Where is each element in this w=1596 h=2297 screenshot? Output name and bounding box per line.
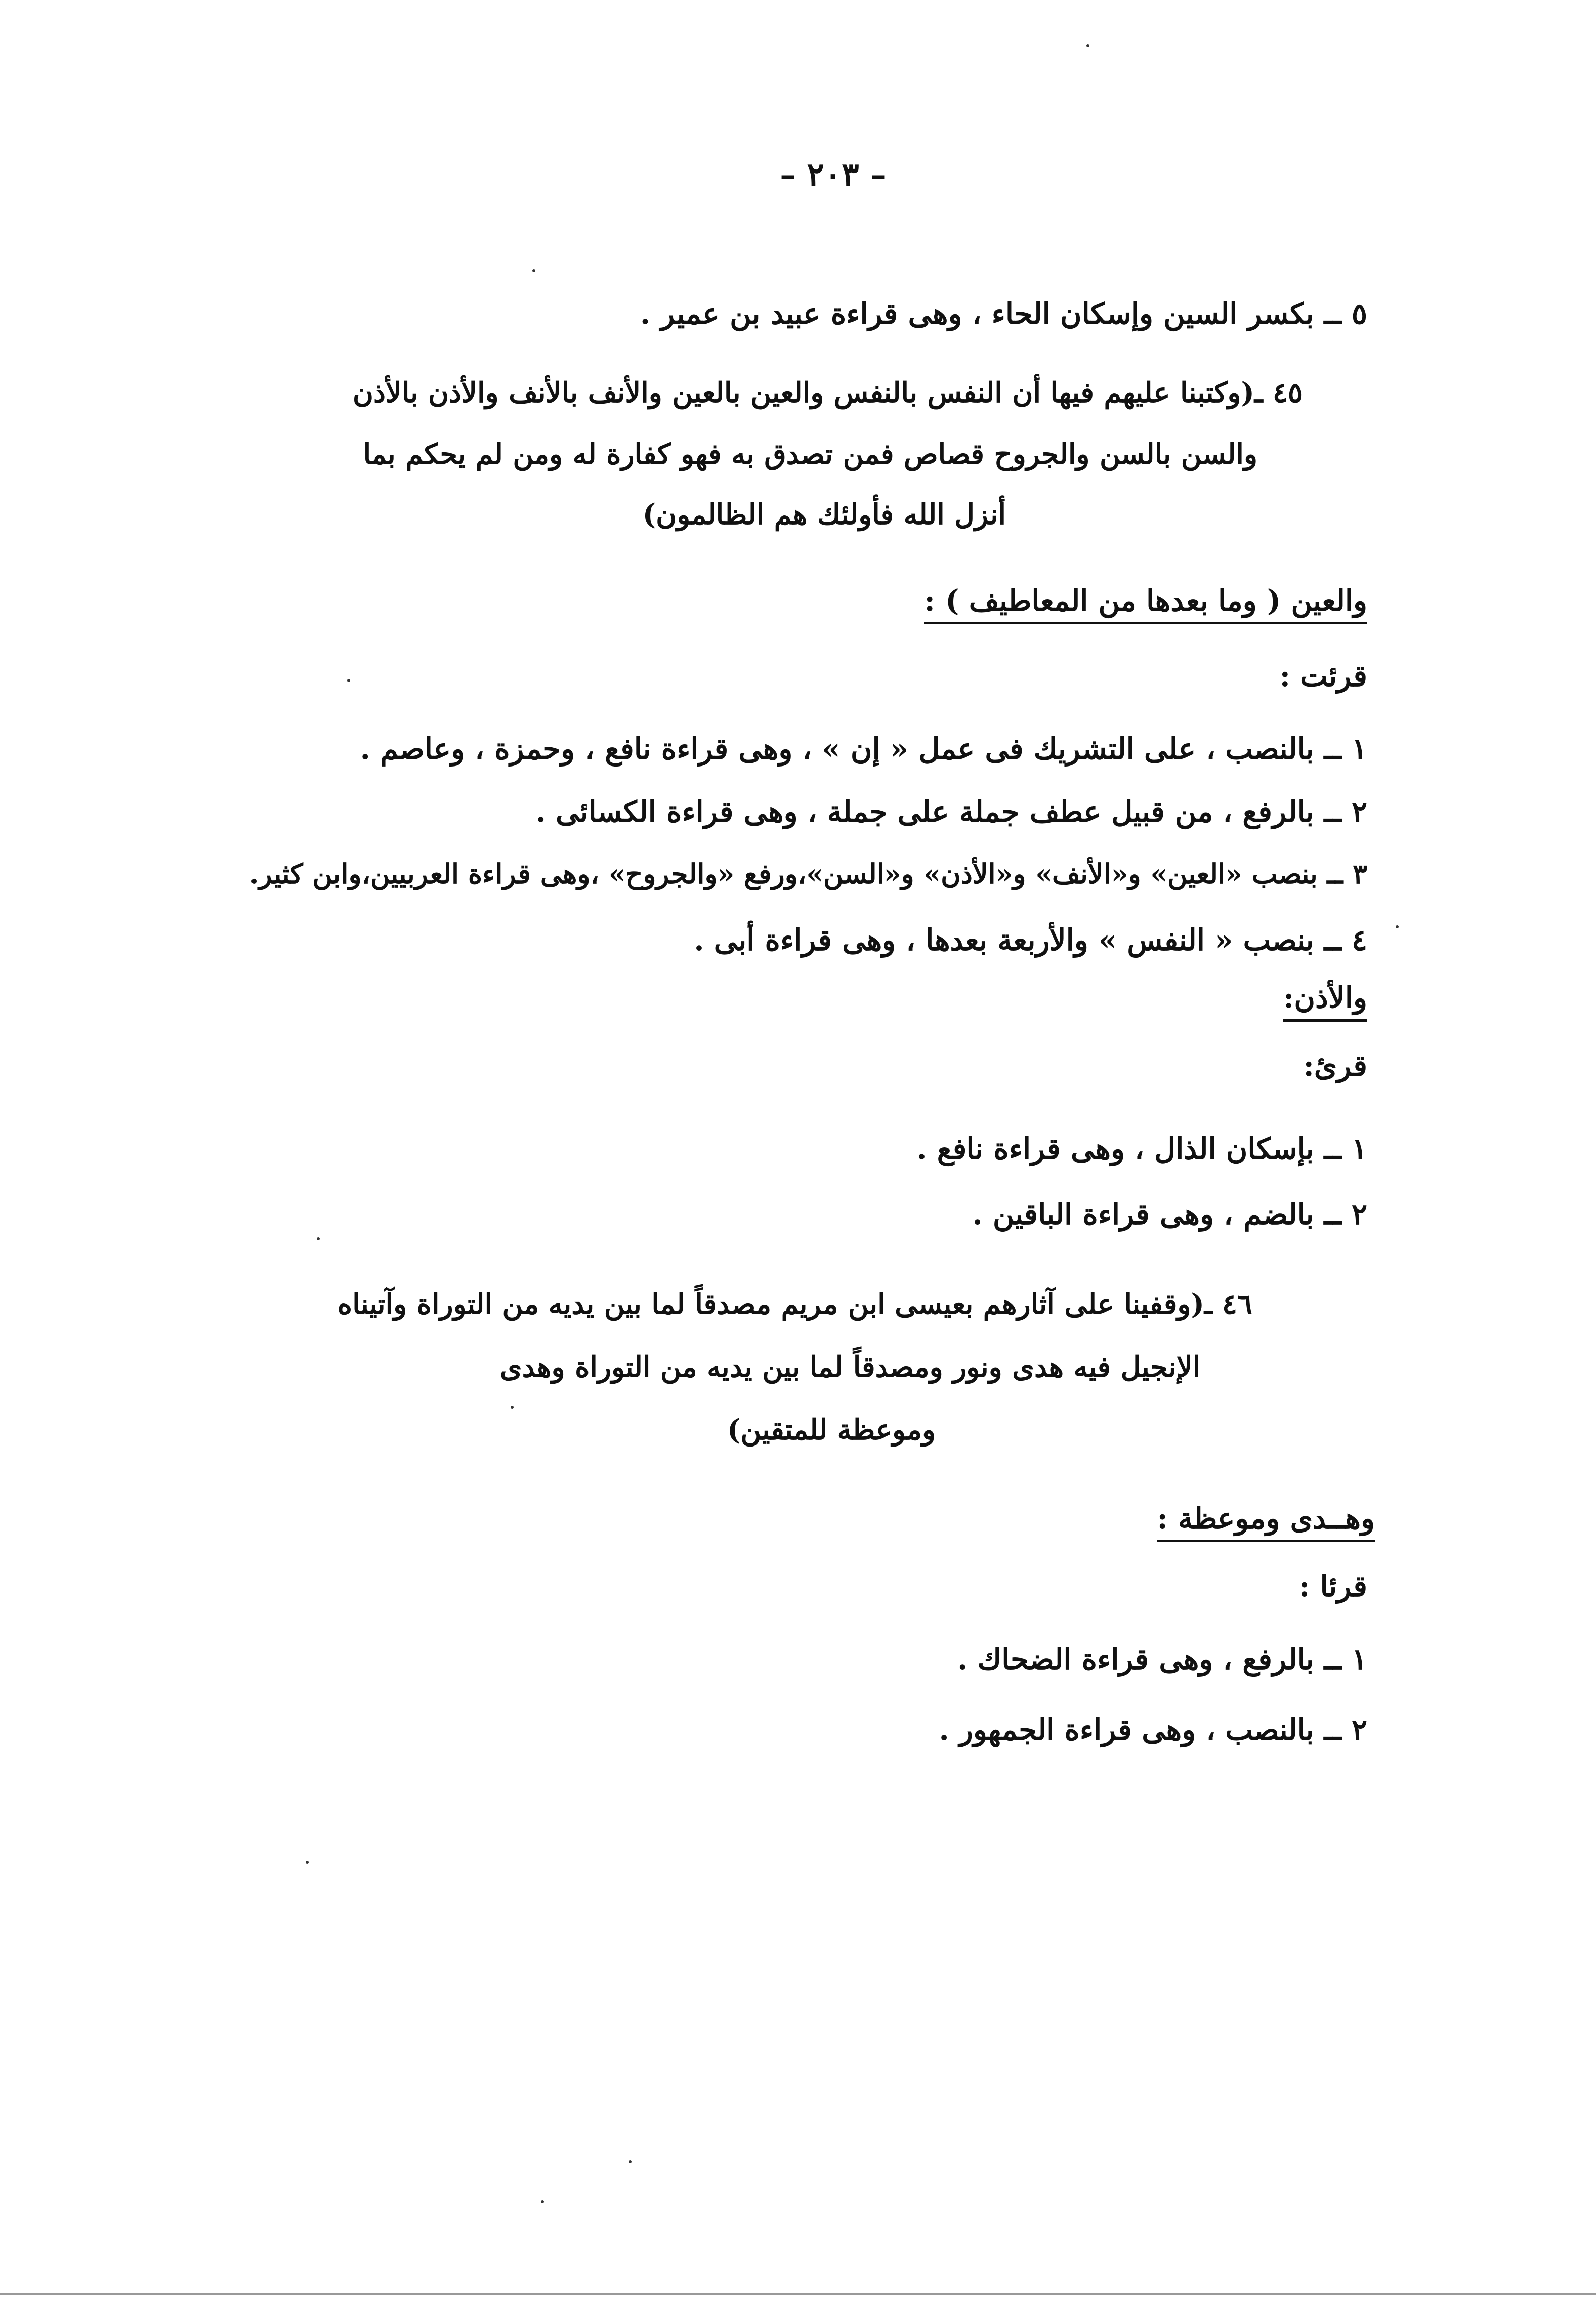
bottom-edge-line — [0, 2293, 1596, 2295]
reading-item: ٣ ــ بنصب «العين» و«الأنف» و«الأذن» و«السن»،ورفع «والجروح» ،وهى قراءة العربيين،وابن كثير. — [249, 858, 1367, 890]
heading-text: وهــدى وموعظة : — [1157, 1501, 1375, 1542]
scan-speck — [629, 2160, 632, 2163]
section-heading — [1157, 1501, 1375, 1537]
verse-46-line-3: وموعظة للمتقين) — [727, 1413, 936, 1447]
scan-speck — [347, 679, 350, 682]
reading-item: ١ ــ بالرفع ، وهى قراءة الضحاك . — [957, 1642, 1367, 1676]
reading-item: ٢ ــ بالرفع ، من قبيل عطف جملة على جملة ، وهى قراءة الكسائى . — [535, 795, 1367, 829]
scan-speck — [532, 269, 535, 272]
reading-item: ٢ ــ بالنصب ، وهى قراءة الجمهور . — [939, 1713, 1367, 1747]
verse-45-line-1: ٤٥ ـ(وكتبنا عليهم فيها أن النفس بالنفس والعين بالعين والأنف بالأنف والأذن بالأذن — [352, 376, 1303, 409]
readings-label: قرئ: — [1303, 1049, 1367, 1083]
text-line: ٥ ــ بكسر السين وإسكان الحاء ، وهى قراءة عبيد بن عمير . — [640, 297, 1367, 331]
verse-46-line-1: ٤٦ ـ(وقفينا على آثارهم بعيسى ابن مريم مصدقاً لما بين يديه من التوراة وآتيناه — [337, 1288, 1252, 1321]
scan-speck — [1086, 44, 1089, 47]
page-number: – ٢٠٣ – — [780, 156, 886, 194]
section-heading — [924, 583, 1367, 619]
scan-speck — [306, 1861, 309, 1864]
reading-item: ١ ــ بالنصب ، على التشريك فى عمل « إن » ، وهى قراءة نافع ، وحمزة ، وعاصم . — [360, 732, 1367, 766]
scan-speck — [541, 2200, 544, 2203]
readings-label: قرئا : — [1299, 1569, 1367, 1603]
heading-text: والأذن: — [1283, 981, 1367, 1022]
verse-45-line-2: والسن بالسن والجروح قصاص فمن تصدق به فهو كفارة له ومن لم يحكم بما — [363, 438, 1257, 471]
verse-46-line-2: الإنجيل فيه هدى ونور ومصدقاً لما بين يديه من التوراة وهدى — [499, 1350, 1201, 1384]
readings-label: قرئت : — [1279, 659, 1367, 693]
heading-text: والعين ( وما بعدها من المعاطيف ) : — [924, 583, 1367, 624]
scan-speck — [511, 1406, 514, 1409]
scan-speck — [317, 1237, 320, 1240]
section-heading — [1283, 981, 1367, 1016]
reading-item: ١ ــ بإسكان الذال ، وهى قراءة نافع . — [916, 1132, 1367, 1166]
reading-item: ٢ ــ بالضم ، وهى قراءة الباقين . — [972, 1197, 1367, 1231]
reading-item: ٤ ــ بنصب « النفس » والأربعة بعدها ، وهى قراءة أبى . — [694, 923, 1367, 957]
verse-45-line-3: أنزل الله فأولئك هم الظالمون) — [642, 498, 1006, 531]
scan-speck — [1396, 925, 1399, 928]
